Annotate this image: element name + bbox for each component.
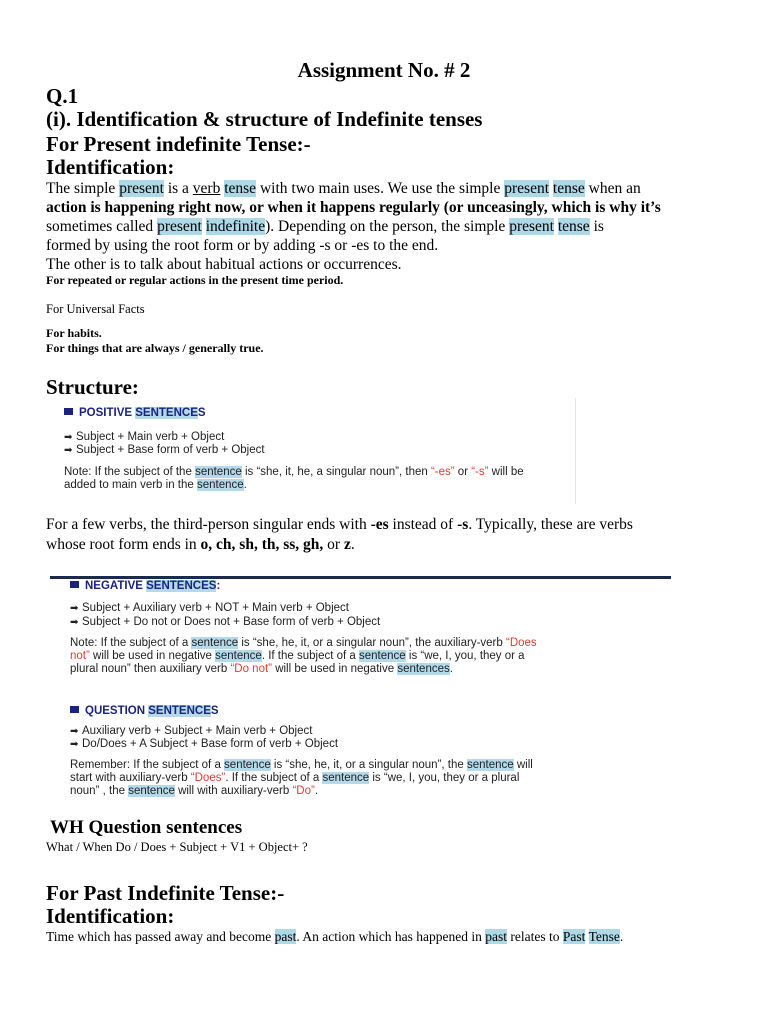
question-sentences-box	[70, 705, 533, 797]
divider-bar	[50, 576, 671, 579]
few-verbs-line-1: For a few verbs, the third-person singular ends with -es instead of -s. Typically, these are verbs	[46, 516, 633, 533]
positive-sentences-heading: POSITIVE SENTENCES	[64, 407, 524, 419]
arrow-right-icon: ➡	[70, 739, 79, 750]
negative-note-line-3: plural noun” then auxiliary verb “Do not” will be used in negative sentences.	[70, 663, 453, 675]
past-paragraph: Time which has passed away and become past. An action which has happened in past relates to Past Tense.	[46, 929, 624, 944]
present-heading: For Present indefinite Tense:-	[46, 132, 311, 156]
structure-heading: Structure:	[46, 375, 139, 399]
negative-note-line-1: Note: If the subject of a sentence is “she, he, it, or a singular noun”, the auxiliary-verb “Does	[70, 637, 537, 649]
repeated-actions-note: For repeated or regular actions in the present time period.	[46, 273, 344, 287]
question-formula-1: ➡ Auxiliary verb + Subject + Main verb + Object	[70, 725, 313, 737]
arrow-right-icon: ➡	[70, 603, 79, 614]
negative-sentences-box	[70, 580, 537, 675]
present-paragraph-line-4: formed by using the root form or by adding -s or -es to the end.	[46, 237, 439, 254]
question-note-line-2: start with auxiliary-verb “Does”. If the subject of a sentence is “we, I, you, they or a plural	[70, 772, 520, 784]
square-bullet-icon	[70, 706, 79, 713]
question-sentences-heading: QUESTION SENTENCES	[70, 705, 533, 717]
positive-note-line-2: added to main verb in the sentence.	[64, 479, 247, 491]
question-formula-2: ➡ Do/Does + A Subject + Base form of verb + Object	[70, 738, 339, 750]
positive-note-line-1: Note: If the subject of the sentence is “she, it, he, a singular noun”, then “-es” or “-s” will be	[64, 466, 524, 478]
question-label: Q.1	[46, 84, 79, 108]
wh-question-formula: What / When Do / Does + Subject + V1 + Object+ ?	[46, 840, 308, 854]
arrow-right-icon: ➡	[70, 726, 79, 737]
square-bullet-icon	[70, 581, 79, 588]
page-title: Assignment No. # 2	[297, 58, 471, 82]
positive-sentences-box	[64, 407, 524, 491]
present-paragraph-line-5: The other is to talk about habitual actions or occurrences.	[46, 256, 402, 273]
image-edge	[575, 398, 576, 504]
arrow-right-icon: ➡	[70, 617, 79, 628]
negative-formula-2: ➡ Subject + Do not or Does not + Base form of verb + Object	[70, 616, 381, 628]
arrow-right-icon: ➡	[64, 432, 73, 443]
present-identification-heading: Identification:	[46, 155, 175, 179]
arrow-right-icon: ➡	[64, 445, 73, 456]
positive-formula-2: ➡ Subject + Base form of verb + Object	[64, 444, 265, 456]
present-paragraph-line-1: The simple present is a verb tense with two main uses. We use the simple present tense when an	[46, 180, 641, 197]
habits-note: For habits.	[46, 326, 102, 340]
past-identification-heading: Identification:	[46, 904, 175, 928]
question-note-line-3: noun” , the sentence will with auxiliary-verb “Do”.	[70, 785, 319, 797]
always-true-note: For things that are always / generally true.	[46, 341, 264, 355]
positive-formula-1: ➡ Subject + Main verb + Object	[64, 431, 225, 443]
square-bullet-icon	[64, 408, 73, 415]
universal-facts-note: For Universal Facts	[46, 302, 145, 316]
negative-note-line-2: not” will be used in negative sentence. If the subject of a sentence is “we, I, you, they or a	[70, 650, 525, 662]
question-note-line-1: Remember: If the subject of a sentence is “she, he, it, or a singular noun”, the sentence will	[70, 759, 533, 771]
few-verbs-line-2: whose root form ends in o, ch, sh, th, ss, gh, or z.	[46, 536, 355, 553]
negative-sentences-heading: NEGATIVE SENTENCES:	[70, 580, 537, 592]
present-paragraph-line-2: action is happening right now, or when it happens regularly (or unceasingly, which is why it’s	[46, 199, 661, 216]
present-paragraph-line-3: sometimes called present indefinite). Depending on the person, the simple present tense is	[46, 218, 604, 235]
past-heading: For Past Indefinite Tense:-	[46, 881, 285, 905]
section-subtitle: (i). Identification & structure of Indefinite tenses	[46, 107, 483, 131]
wh-question-heading: WH Question sentences	[50, 817, 243, 838]
negative-formula-1: ➡ Subject + Auxiliary verb + NOT + Main verb + Object	[70, 602, 349, 614]
